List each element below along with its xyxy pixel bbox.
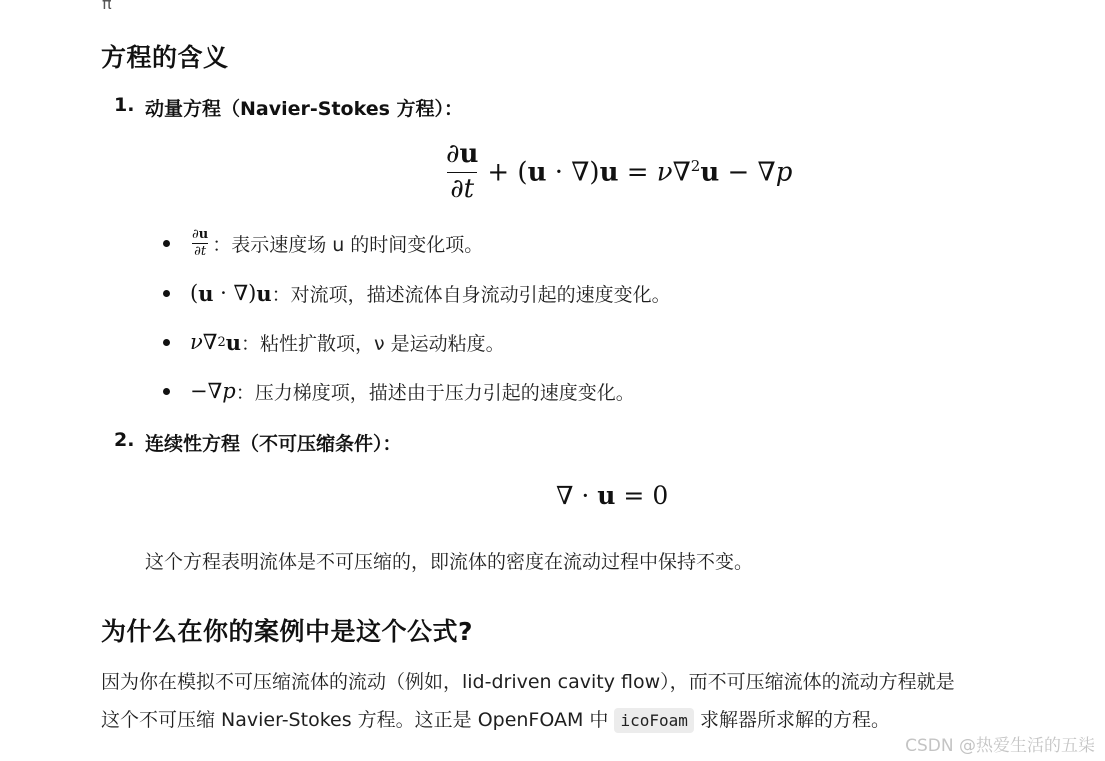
continuity-equation: ∇ · u = 0 <box>556 481 669 510</box>
cut-off-text-fragment: π <box>102 0 112 13</box>
continuity-equation-title: 连续性方程（不可压缩条件）： <box>145 433 402 455</box>
bullet-text: ：对流项，描述流体自身流动引起的速度变化。 <box>271 283 671 306</box>
bullet-math: ( u · ∇) u <box>190 280 272 306</box>
fraction-numerator: ∂u <box>446 139 479 169</box>
bullet-dot <box>163 388 170 395</box>
explanation-line-2 <box>101 705 890 732</box>
explanation-line-1: 因为你在模拟不可压缩流体的流动（例如，lid-driven cavity flow），而不可压缩流体的流动方程就是 <box>101 671 955 693</box>
csdn-watermark: CSDN @热爱生活的五柒 <box>905 736 1095 756</box>
bullet-math: ν ∇ 2 u <box>190 329 242 355</box>
line2-text-before: 这个不可压缩 Navier-Stokes 方程。这正是 OpenFOAM 中 <box>101 709 609 731</box>
equation-rest: + (u · ∇)u = ν∇$^2$u − ∇p <box>487 157 793 188</box>
momentum-equation-title: 动量方程（Navier-Stokes 方程）： <box>145 98 464 120</box>
bullet-time-derivative <box>163 228 483 258</box>
bullet-text: ：压力梯度项，描述由于压力引起的速度变化。 <box>235 381 635 404</box>
bullet-text: ：粘性扩散项，ν 是运动粘度。 <box>241 332 505 355</box>
fraction-denominator: ∂t <box>447 172 477 205</box>
continuity-note: 这个方程表明流体是不可压缩的，即流体的密度在流动过程中保持不变。 <box>145 551 754 573</box>
bullet-dot <box>163 339 170 346</box>
navier-stokes-equation <box>443 140 792 205</box>
bullet-text: ：表示速度场 u 的时间变化项。 <box>212 233 484 256</box>
line2-text-after: 求解器所求解的方程。 <box>699 709 890 731</box>
list-number-1: 1. <box>114 94 135 116</box>
time-derivative-fraction <box>443 140 481 205</box>
bullet-convection <box>163 278 671 308</box>
list-number-2: 2. <box>114 429 135 451</box>
bullet-pressure <box>163 376 635 406</box>
bullet-math: −∇ p <box>190 379 236 403</box>
section-heading-meaning: 方程的含义 <box>101 43 229 72</box>
bullet-dot <box>163 290 170 297</box>
bullet-math: ∂u ∂t <box>192 226 209 259</box>
section-heading-why: 为什么在你的案例中是这个公式? <box>101 617 474 646</box>
bullet-dot <box>163 240 170 247</box>
icofoam-code: icoFoam <box>614 708 693 733</box>
bullet-viscous <box>163 327 505 357</box>
